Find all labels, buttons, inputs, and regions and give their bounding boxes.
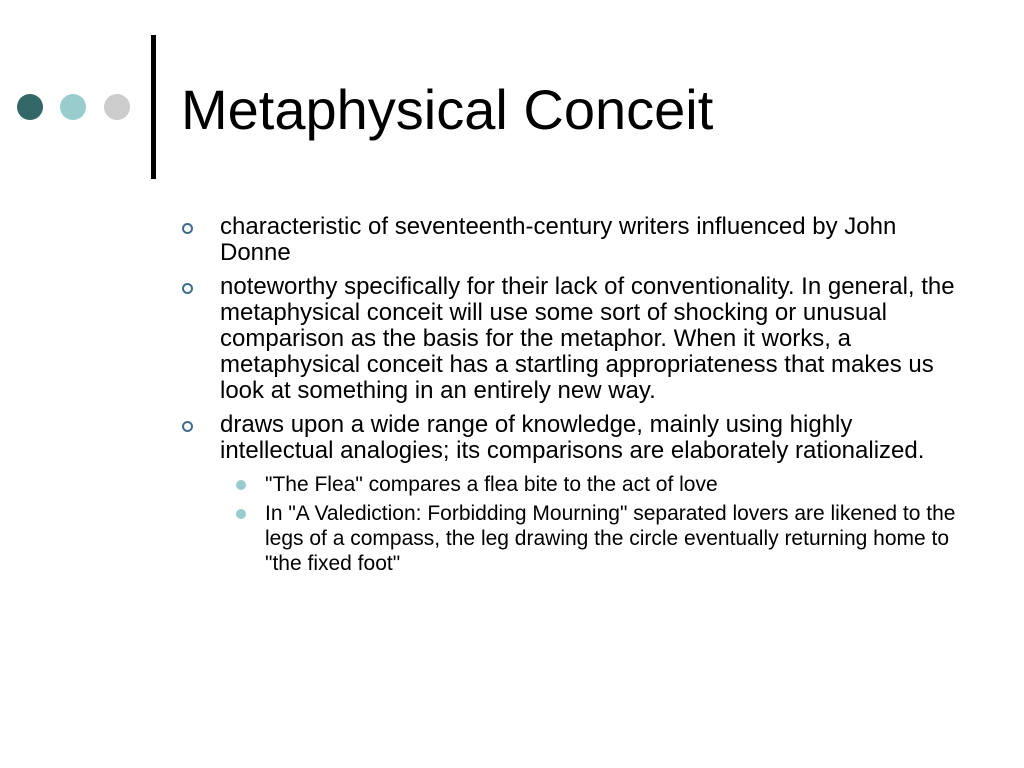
ring-bullet-icon [182,223,193,234]
decorative-dot-gray [104,94,130,120]
ring-bullet-icon [182,421,193,432]
bullet-item [182,214,962,266]
decorative-dot-light-teal [60,94,86,120]
bullet-text: noteworthy specifically for their lack of conventionality. In general, the metaphysical conceit will use some sort of shocking or unusual comparison as the basis for the metaphor. When it works, a metaphysical conceit has a startling appropriateness that makes us look at something in an entirely new way. [220,273,955,404]
sub-bullet-text: In "A Valediction: Forbidding Mourning" separated lovers are likened to the legs of a compass, the leg drawing the circle eventually returning home to "the fixed foot" [265,502,956,575]
slide-body [182,214,962,584]
sub-bullet-list [220,472,962,576]
bullet-text: characteristic of seventeenth-century writers influenced by John Donne [220,213,897,266]
decorative-dot-dark [17,94,43,120]
bullet-text: draws upon a wide range of knowledge, mainly using highly intellectual analogies; its comparisons are elaborately rationalized. [220,411,925,464]
sub-bullet-item [220,472,962,497]
title-divider-line [151,35,156,179]
dot-bullet-icon [236,480,246,490]
sub-bullet-item [220,501,962,576]
bullet-item [182,412,962,576]
bullet-item [182,274,962,404]
ring-bullet-icon [182,283,193,294]
slide-title: Metaphysical Conceit [181,78,714,141]
dot-bullet-icon [236,509,246,519]
sub-bullet-text: "The Flea" compares a flea bite to the act of love [265,473,718,496]
